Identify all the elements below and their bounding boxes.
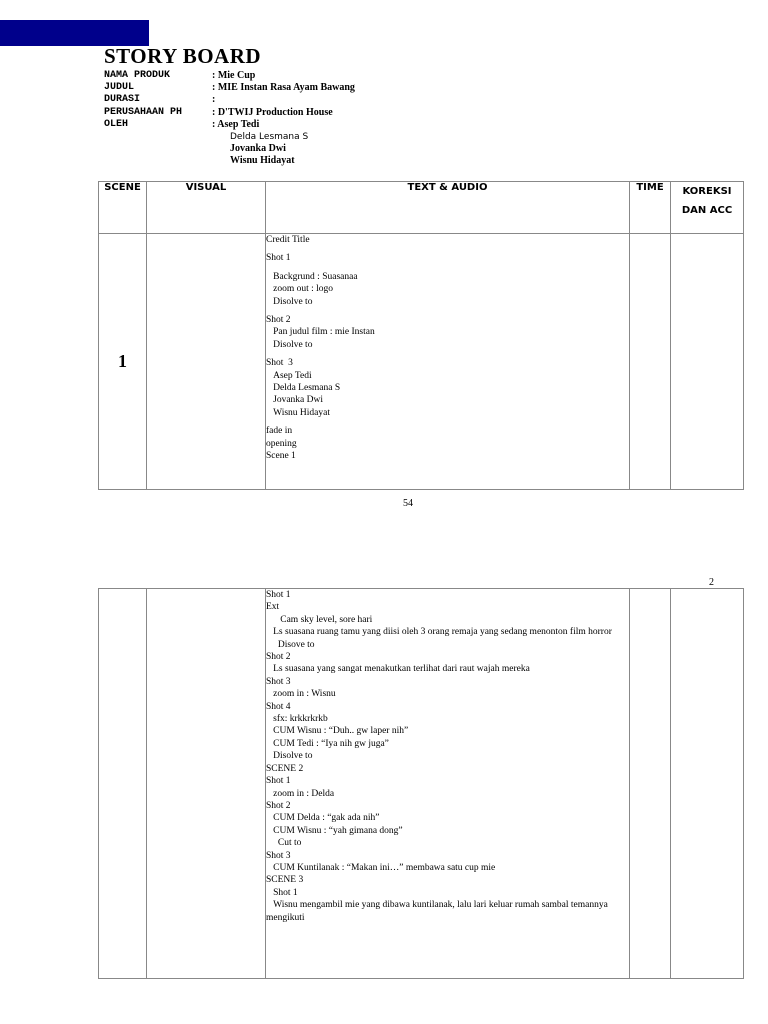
header-text-audio: TEXT & AUDIO [266, 182, 630, 234]
storyboard-table-1 [98, 181, 744, 490]
script-line: zoom in : Delda [266, 788, 335, 799]
visual-cell [147, 234, 266, 490]
script-line: Ext [266, 602, 280, 613]
script-line: Shot 2 [266, 652, 291, 663]
author-name: Wisnu Hidayat [230, 155, 295, 167]
koreksi-cell [671, 589, 744, 979]
script-line: Shot 4 [266, 701, 291, 712]
header-time: TIME [630, 182, 671, 234]
script-line: Backgrund : Suasanaa [266, 271, 358, 282]
script-line: CUM Tedi : “Iya nih gw juga” [266, 738, 389, 749]
koreksi-cell [671, 234, 744, 490]
header-blue-bar [0, 20, 149, 46]
text-audio-cell [266, 234, 630, 490]
script-line: CUM Wisnu : “Duh.. gw laper nih” [266, 726, 409, 737]
script-line: Shot 2 [266, 315, 291, 326]
storyboard-table-2 [98, 588, 744, 979]
script-line: Disolve to [266, 339, 313, 350]
info-row-product [104, 70, 355, 82]
time-cell [630, 234, 671, 490]
info-value: : Asep Tedi [212, 118, 260, 130]
table-row [99, 589, 744, 979]
info-value: : D'TWIJ Production House [212, 106, 333, 118]
script-line: Wisnu mengambil mie yang dibawa kuntilanak, lalu lari keluar rumah sambal temannya mengikuti [266, 900, 611, 923]
script-line: Cam sky level, sore hari [266, 614, 373, 625]
info-label: JUDUL [104, 82, 135, 94]
script-line: Cut to [266, 838, 302, 849]
script-line: Shot 2 [266, 800, 291, 811]
scene-cell [99, 589, 147, 979]
author-name: Jovanka Dwi [230, 143, 286, 155]
script-line: Shot 3 [266, 850, 291, 861]
header-visual: VISUAL [147, 182, 266, 234]
info-label: PERUSAHAAN PH [104, 106, 183, 118]
info-label: OLEH [104, 118, 129, 130]
script-line: Shot 1 [266, 253, 291, 264]
script-line: Shot 3 [266, 676, 291, 687]
script-line: Ls suasana yang sangat menakutkan terlihat dari raut wajah mereka [266, 664, 530, 675]
script-line: CUM Wisnu : “yah gimana dong” [266, 825, 403, 836]
author-list [104, 131, 355, 168]
header-scene: SCENE [99, 182, 147, 234]
info-value: : MIE Instan Rasa Ayam Bawang [212, 82, 355, 94]
script-line: Pan judul film : mie Instan [266, 327, 375, 338]
info-row-company [104, 107, 355, 119]
script-line: Shot 1 [266, 887, 298, 898]
page-number: 2 [709, 577, 714, 588]
script-line: Shot 3 [266, 358, 293, 369]
header-koreksi-label: KOREKSI DAN ACC [681, 186, 733, 216]
text-audio-cell [266, 589, 630, 979]
script-line: Disolve to [266, 296, 313, 307]
page-title: STORY BOARD [104, 44, 262, 68]
time-cell [630, 589, 671, 979]
info-row-author [104, 119, 355, 131]
script-line: sfx: krkkrkrkb [266, 714, 328, 725]
script-line: Delda Lesmana S [266, 383, 341, 394]
script-line: Ls suasana ruang tamu yang diisi oleh 3 orang remaja yang sedang menonton film horror [266, 627, 612, 638]
script-line: Credit Title [266, 235, 310, 245]
script-line: CUM Kuntilanak : “Makan ini…” membawa satu cup mie [266, 862, 496, 873]
table-header-row [99, 182, 744, 234]
text-audio-lines [266, 234, 629, 463]
text-audio-lines [266, 589, 629, 924]
info-row-title [104, 82, 355, 94]
info-label: DURASI [104, 94, 141, 106]
info-value: : Mie Cup [212, 70, 256, 81]
script-line: Disolve to [266, 751, 313, 762]
info-row-duration [104, 94, 355, 106]
script-line: Asep Tedi [266, 370, 312, 381]
script-line: Wisnu Hidayat [266, 407, 330, 418]
script-line: Disove to [266, 639, 315, 650]
script-line: zoom in : Wisnu [266, 689, 336, 700]
visual-cell [147, 589, 266, 979]
script-line: opening [266, 438, 297, 449]
page-number: 54 [403, 498, 413, 509]
script-line: SCENE 2 [266, 763, 304, 774]
info-label: NAMA PRODUK [104, 70, 171, 81]
scene-number: 1 [99, 234, 147, 490]
script-line: Scene 1 [266, 451, 296, 462]
script-line: CUM Delda : “gak ada nih” [266, 813, 380, 824]
author-name: Delda Lesmana S [230, 132, 309, 143]
script-line: SCENE 3 [266, 875, 304, 886]
script-line: Shot 1 [266, 776, 291, 787]
script-line: zoom out : logo [266, 284, 334, 295]
product-info [104, 70, 355, 168]
script-line: Jovanka Dwi [266, 395, 323, 406]
script-line: fade in [266, 426, 293, 437]
script-line: Shot 1 [266, 590, 291, 600]
table-row [99, 234, 744, 490]
info-value: : [212, 94, 216, 106]
header-koreksi [671, 182, 744, 234]
